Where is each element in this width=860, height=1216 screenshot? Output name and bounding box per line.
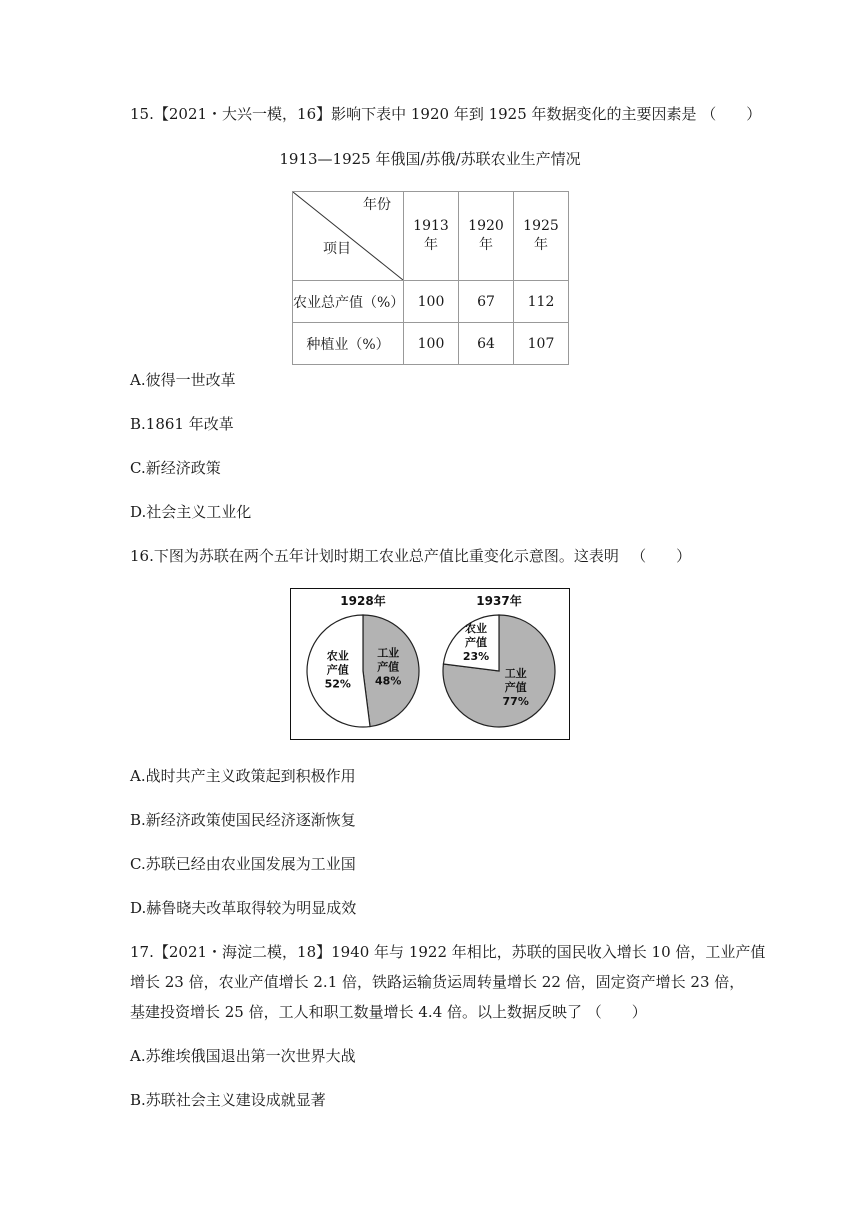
slice-label: 工业 [377,646,400,660]
slice-label: 48% [375,674,402,688]
pie-charts-svg [291,589,571,741]
option-d[interactable]: D.社会主义工业化 [130,503,252,521]
option-a[interactable]: A.战时共产主义政策起到积极作用 [130,767,356,785]
agriculture-table [292,191,569,365]
question-16-stem: 16.下图为苏联在两个五年计划时期工农业总产值比重变化示意图。这表明 （ ） [130,547,692,565]
option-c[interactable]: C.苏联已经由农业国发展为工业国 [130,855,356,873]
slice-label: 23% [462,650,490,663]
option-b[interactable]: B.1861 年改革 [130,415,234,433]
option-a[interactable]: A.彼得一世改革 [130,371,236,389]
question-15-stem: 15.【2021・大兴一模，16】影响下表中 1920 年到 1925 年数据变化的主要因素是 （ ） [130,105,762,123]
corner-year-label: 年份 [363,197,391,213]
table-cell: 67 [459,281,514,323]
slice-label: 77% [502,694,529,708]
table-cell: 64 [459,323,514,365]
table-cell: 112 [514,281,569,323]
year-header: 1925 年 [514,192,569,281]
table-row [293,323,569,365]
slice-label: 农业 [326,649,349,663]
pie-title: 1928年 [340,594,386,608]
corner-item-label: 项目 [323,241,351,257]
pie-title: 1937年 [476,594,522,608]
slice-label: 农业 [465,622,487,635]
option-b[interactable]: B.苏联社会主义建设成就显著 [130,1091,326,1109]
slice-label: 产值 [326,663,349,677]
table-cell: 107 [514,323,569,365]
option-a[interactable]: A.苏维埃俄国退出第一次世界大战 [130,1047,356,1065]
question-17-stem-line-1: 17.【2021・海淀二模，18】1940 年与 1922 年相比，苏联的国民收入增长 10 倍，工业产值 [130,943,766,961]
table-corner-cell [293,192,404,281]
pie-charts-figure [290,588,570,740]
slice-label: 产值 [465,636,487,649]
table-cell: 100 [404,323,459,365]
row-label: 农业总产值（%） [293,281,404,323]
slice-label: 工业 [504,666,527,680]
year-header: 1913 年 [404,192,459,281]
option-c[interactable]: C.新经济政策 [130,459,221,477]
option-d[interactable]: D.赫鲁晓夫改革取得较为明显成效 [130,899,357,917]
table-caption: 1913—1925 年俄国/苏俄/苏联农业生产情况 [279,150,581,168]
table-row [293,281,569,323]
question-17-stem-line-3: 基建投资增长 25 倍，工人和职工数量增长 4.4 倍。以上数据反映了 （ ） [130,1003,647,1021]
slice-label: 产值 [504,680,527,694]
question-17-stem-line-2: 增长 23 倍，农业产值增长 2.1 倍，铁路运输货运周转量增长 22 倍，固定资产增长 23 倍， [130,973,745,991]
row-label: 种植业（%） [293,323,404,365]
slice-label: 52% [324,677,351,691]
table-cell: 100 [404,281,459,323]
option-b[interactable]: B.新经济政策使国民经济逐渐恢复 [130,811,356,829]
year-header: 1920 年 [459,192,514,281]
slice-label: 产值 [377,660,400,674]
